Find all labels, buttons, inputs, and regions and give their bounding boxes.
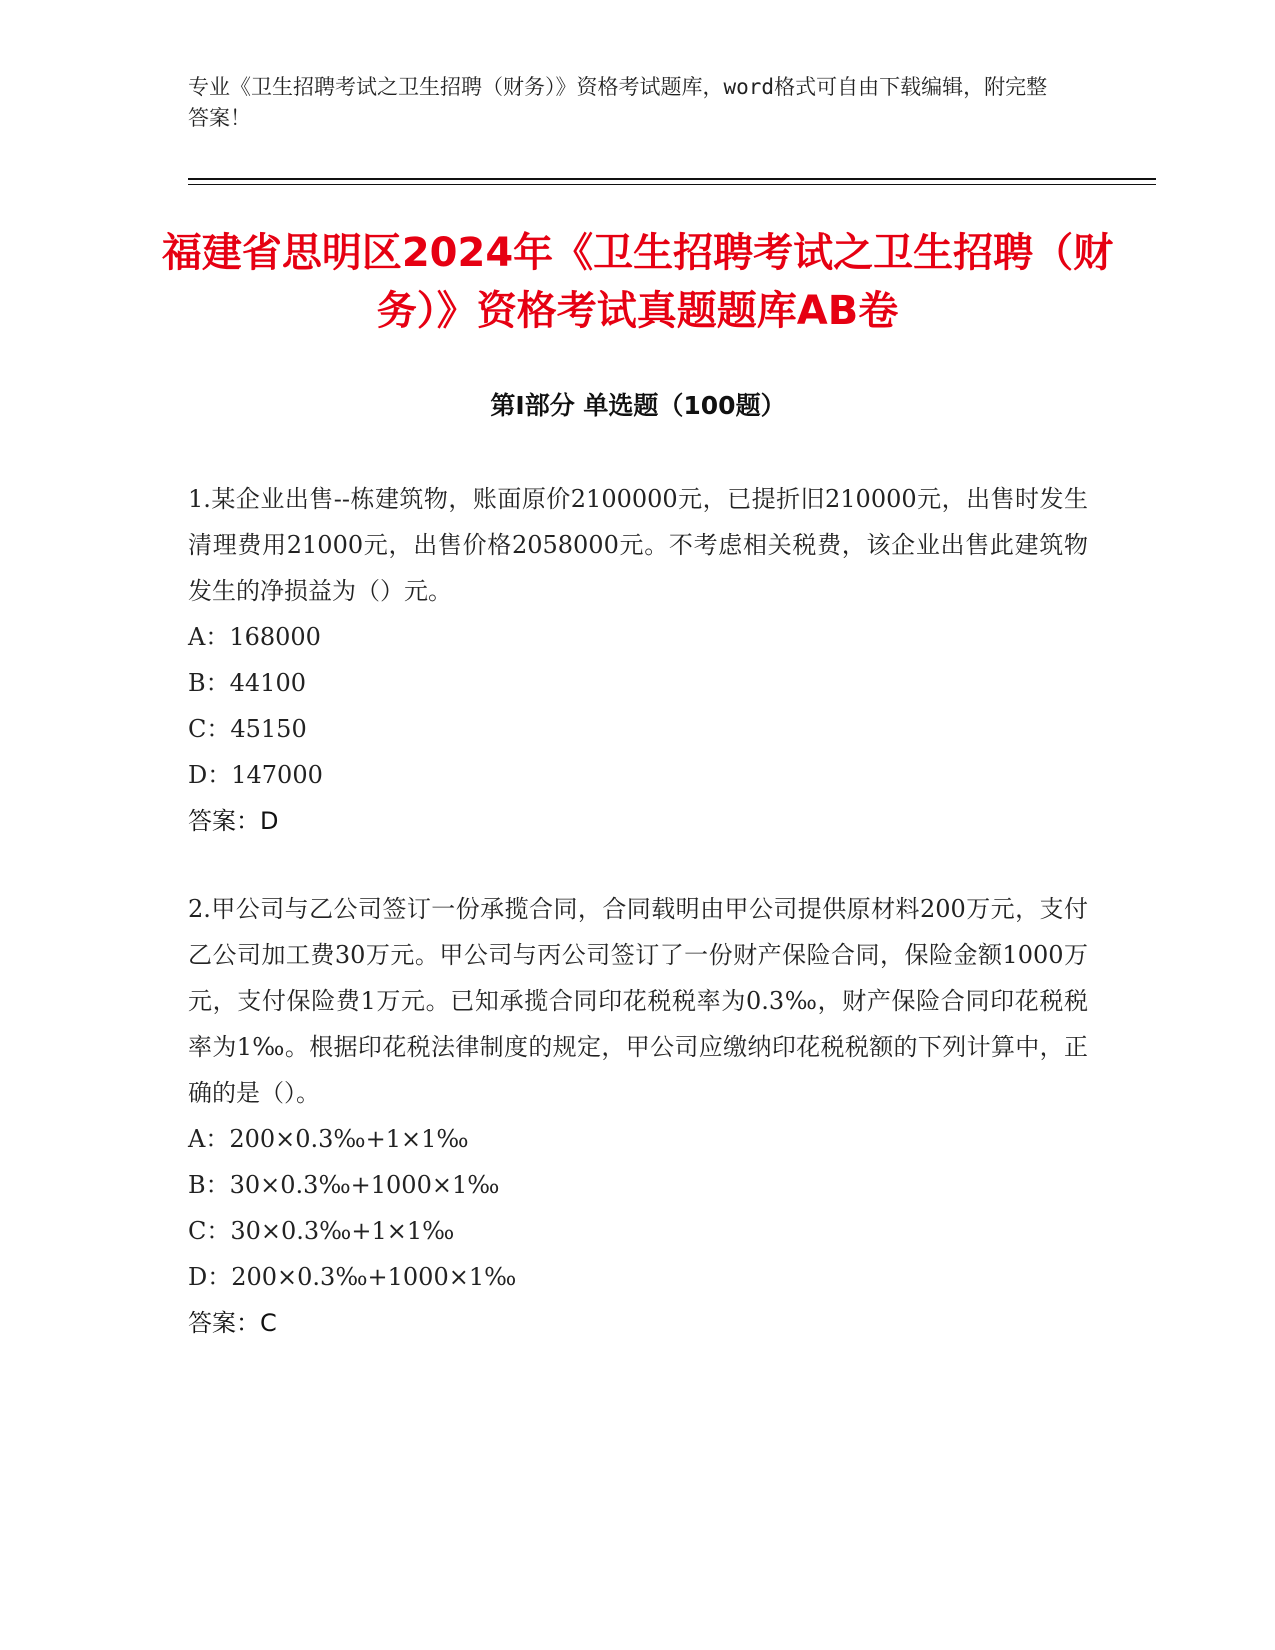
section-title: 第Ⅰ部分 单选题（100题）	[490, 391, 786, 420]
question-stem: 2.甲公司与乙公司签订一份承揽合同，合同载明由甲公司提供原材料200万元，支付乙公司加工费30万元。甲公司与丙公司签订了一份财产保险合同，保险金额1000万元，支付保险费1万元。已知承揽合同印花税税率为0.3‰，财产保险合同印花税税率为1‰。根据印花税法律制度的规定，甲公司应缴纳印花税税额的下列计算中，正确的是（）。	[188, 895, 1088, 1107]
option-b: B：30×0.3‰+1000×1‰	[188, 1171, 500, 1199]
option-a: A：200×0.3‰+1×1‰	[188, 1125, 469, 1153]
option-c: C：30×0.3‰+1×1‰	[188, 1217, 455, 1245]
header-divider-thin	[188, 184, 1156, 185]
option-a: A：168000	[188, 623, 321, 651]
option-c: C：45150	[188, 715, 307, 743]
option-b: B：44100	[188, 669, 306, 697]
option-d: D：147000	[188, 761, 323, 789]
answer: 答案：C	[188, 1309, 277, 1337]
document-title: 福建省思明区2024年《卫生招聘考试之卫生招聘（财务）》资格考试真题题库AB卷	[161, 230, 1114, 334]
header-divider-thick	[188, 178, 1156, 180]
question-2	[188, 886, 1088, 1346]
question-1	[188, 476, 1088, 844]
option-d: D：200×0.3‰+1000×1‰	[188, 1263, 517, 1291]
answer: 答案：D	[188, 807, 279, 835]
header-note: 专业《卫生招聘考试之卫生招聘（财务）》资格考试题库，word格式可自由下载编辑，附完整答案！	[188, 75, 1048, 130]
question-stem: 1.某企业出售--栋建筑物，账面原价2100000元，已提折旧210000元，出售时发生清理费用21000元，出售价格2058000元。不考虑相关税费，该企业出售此建筑物发生的净损益为（）元。	[188, 485, 1088, 605]
